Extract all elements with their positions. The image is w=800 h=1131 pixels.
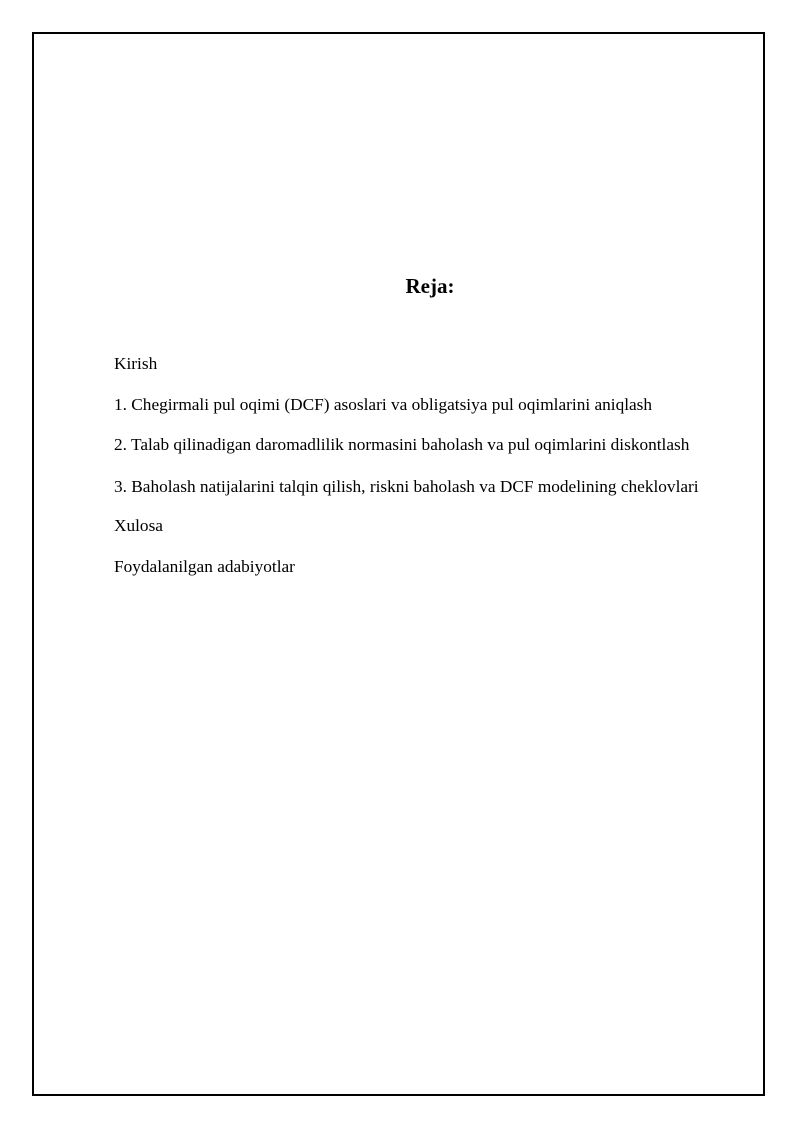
toc-item-section-1: 1. Chegirmali pul oqimi (DCF) asoslari va obligatsiya pul oqimlarini aniqlash	[114, 394, 653, 414]
toc-item-section-3: 3. Baholash natijalarini talqin qilish, riskni baholash va DCF modelining cheklovlari	[114, 476, 699, 496]
toc-item-introduction: Kirish	[114, 354, 158, 373]
page-title: Reja:	[405, 274, 455, 298]
toc-item-references: Foydalanilgan adabiyotlar	[114, 556, 295, 576]
table-of-contents	[114, 349, 754, 592]
toc-item-section-2: 2. Talab qilinadigan daromadlilik normasini baholash va pul oqimlarini diskontlash	[114, 435, 690, 454]
toc-item-conclusion: Xulosa	[114, 516, 163, 535]
